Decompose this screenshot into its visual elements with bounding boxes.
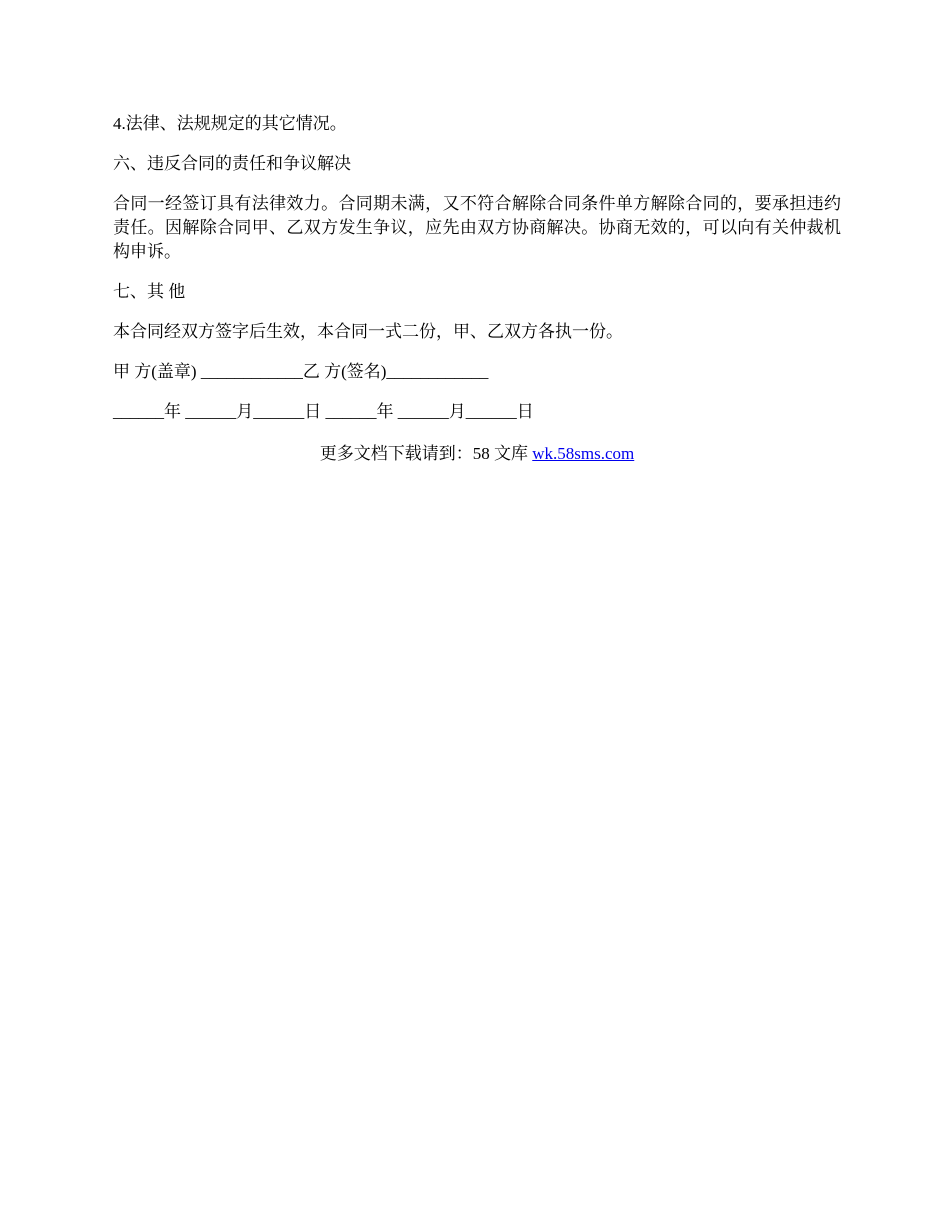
paragraph-other-circumstances: 4.法律、法规规定的其它情况。	[113, 114, 347, 133]
footer-download-note	[113, 442, 841, 466]
footer-prefix: 更多文档下载请到：58 文库	[319, 444, 533, 463]
paragraph-breach-dispute: 合同一经签订具有法律效力。合同期未满，又不符合解除合同条件单方解除合同的，要承担违约责任。因解除合同甲、乙双方发生争议，应先由双方协商解决。协商无效的，可以向有关仲裁机构申诉。	[113, 194, 841, 261]
section-heading-breach-dispute: 六、违反合同的责任和争议解决	[113, 154, 351, 173]
section-heading-other: 七、其 他	[113, 282, 186, 301]
document-body	[113, 112, 841, 466]
signature-line: 甲 方(盖章) ____________乙 方(签名)____________	[113, 362, 489, 381]
date-line: ______年 ______月______日 ______年 ______月______日	[113, 402, 534, 421]
paragraph-effective: 本合同经双方签字后生效，本合同一式二份，甲、乙双方各执一份。	[113, 322, 623, 341]
footer-link[interactable]: wk.58sms.com	[532, 444, 635, 463]
